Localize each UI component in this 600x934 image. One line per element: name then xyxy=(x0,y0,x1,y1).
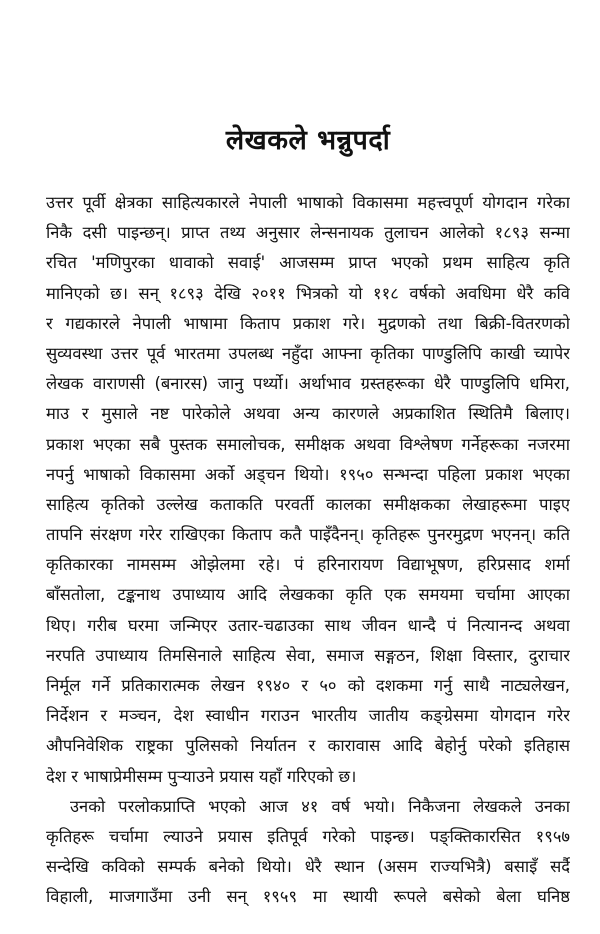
text-line: उनको परलोकप्राप्ति भएको आज ४१ वर्ष भयो। निकैजना लेखकले उनका xyxy=(70,796,570,816)
text-line: प्रकाश भएका सबै पुस्तक समालोचक, समीक्षक अथवा विश्लेषण गर्नेहरूका नजरमा xyxy=(46,434,570,454)
text-line: निर्मूल गर्ने प्रतिकारात्मक लेखन १९४० र ५० को दशकमा गर्नु साथै नाट्यलेखन, xyxy=(46,676,570,695)
text-line: रचित 'मणिपुरका धावाको सवाई' आजसम्म प्राप्त भएको प्रथम साहित्य कृति xyxy=(46,253,570,273)
text-line: विहाली, माजगाउँमा उनी सन् १९५९ मा स्थायी रूपले बसेको बेला घनिष्ठ xyxy=(46,887,570,907)
text-line: उत्तर पूर्वी क्षेत्रका साहित्यकारले नेपाली भाषाको विकासमा महत्त्वपूर्ण योगदान गरेका xyxy=(46,193,570,212)
paragraph xyxy=(46,792,570,913)
text-line: र गद्यकारले नेपाली भाषामा किताप प्रकाश गरे। मुद्रणको तथा बिक्री-वितरणको xyxy=(46,313,570,333)
text-line: सन्देखि कविको सम्पर्क बनेको थियो। धेरै स्थान (असम राज्यभित्रै) बसाइँ सर्दै xyxy=(46,857,570,877)
body-text xyxy=(46,188,570,913)
text-line: बाँसतोला, टङ्कनाथ उपाध्याय आदि लेखकका कृति एक समयमा चर्चामा आएका xyxy=(46,585,570,605)
paragraph xyxy=(46,188,570,792)
text-line: नरपति उपाध्याय तिमसिनाले साहित्य सेवा, समाज सङ्गठन, शिक्षा विस्तार, दुराचार xyxy=(46,645,570,665)
text-line: लेखक वाराणसी (बनारस) जानु पर्थ्यो। अर्थाभाव ग्रस्तहरूका धेरै पाण्डुलिपि धमिरा, xyxy=(46,374,570,394)
text-line: औपनिवेशिक राष्ट्रका पुलिसको निर्यातन र कारावास आदि बेहोर्नु परेको इतिहास xyxy=(46,736,570,756)
text-line: साहित्य कृतिको उल्लेख कताकति परवर्ती कालका समीक्षकका लेखाहरूमा पाइए xyxy=(46,494,570,514)
text-line: निर्देशन र मञ्चन, देश स्वाधीन गराउन भारतीय जातीय कङ्ग्रेसमा योगदान गरेर xyxy=(46,706,570,726)
text-line: थिए। गरीब घरमा जन्मिएर उतार-चढाउका साथ जीवन धान्दै पं नित्यानन्द अथवा xyxy=(46,615,570,635)
text-line: देश र भाषाप्रेमीसम्म पुऱ्याउने प्रयास यहाँ गरिएको छ। xyxy=(46,766,357,786)
text-line: निकै दसी पाइन्छन्। प्राप्त तथ्य अनुसार लेन्सनायक तुलाचन आलेको १८९३ सन्मा xyxy=(46,223,570,243)
text-line: सुव्यवस्था उत्तर पूर्व भारतमा उपलब्ध नहुँदा आफ्ना कृतिका पाण्डुलिपि काखी च्यापेर xyxy=(46,343,570,363)
text-line: तापनि संरक्षण गरेर राखिएका किताप कतै पाइँदैनन्। कृतिहरू पुनरमुद्रण भएनन्। कति xyxy=(46,525,570,545)
page-title: लेखकले भन्नुपर्दा xyxy=(225,125,391,156)
text-line: माउ र मुसाले नष्ट पारेकोले अथवा अन्य कारणले अप्रकाशित स्थितिमै बिलाए। xyxy=(46,404,570,424)
text-line: कृतिहरू चर्चामा ल्याउने प्रयास इतिपूर्व गरेको पाइन्छ। पङ्क्तिकारसित १९५७ xyxy=(46,826,570,846)
text-line: कृतिकारका नामसम्म ओझेलमा रहे। पं हरिनारायण विद्याभूषण, हरिप्रसाद शर्मा xyxy=(46,555,570,575)
text-line: नपर्नु भाषाको विकासमा अर्को अड्चन थियो। १९५० सन्भन्दा पहिला प्रकाश भएका xyxy=(46,464,570,484)
text-line: मानिएको छ। सन् १८९३ देखि २०११ भित्रको यो ११८ वर्षको अवधिमा धेरै कवि xyxy=(46,283,570,303)
